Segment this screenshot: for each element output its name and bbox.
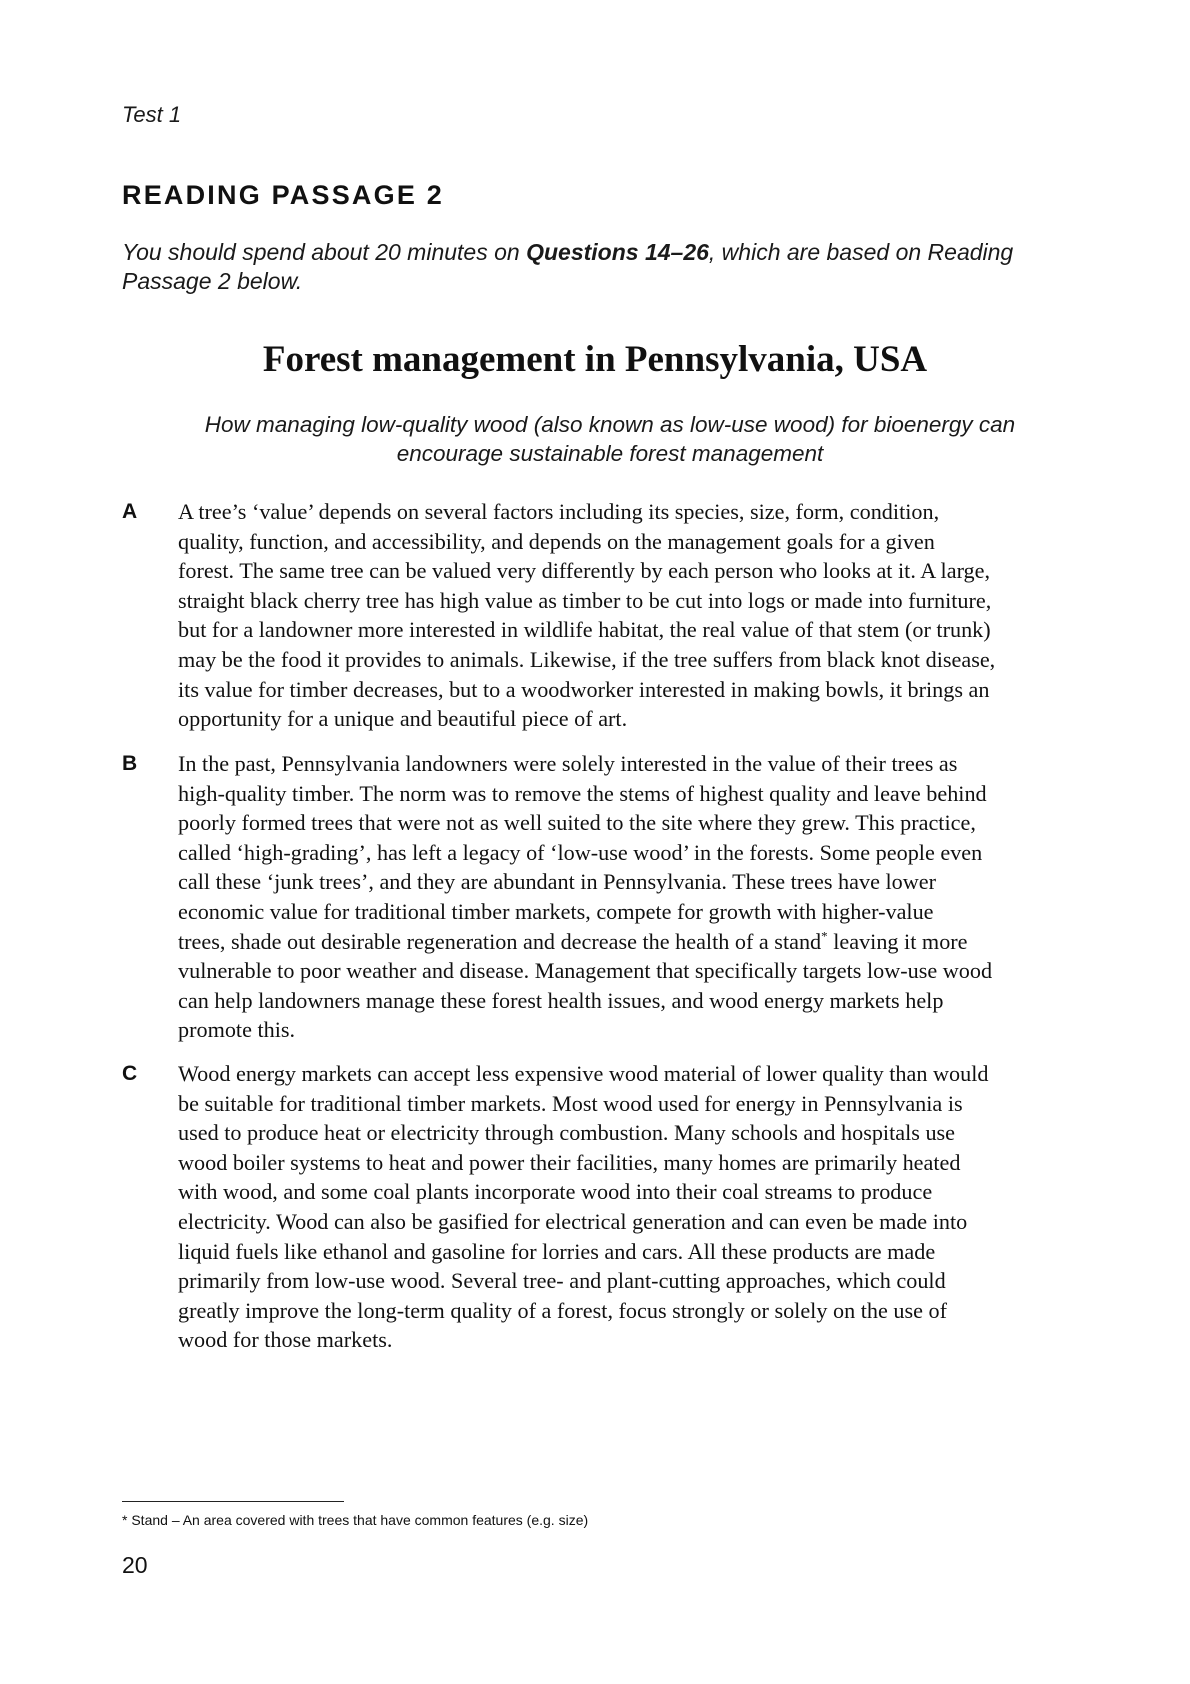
instruction-line2: Passage 2 below.: [122, 268, 303, 294]
article-subtitle: [150, 410, 1070, 468]
paragraph-line: wood for those markets.: [178, 1327, 393, 1353]
footnote: * Stand – An area covered with trees that have common features (e.g. size): [122, 1512, 589, 1528]
paragraph-line: used to produce heat or electricity through combustion. Many schools and hospitals use: [178, 1120, 956, 1146]
paragraph-line: straight black cherry tree has high value as timber to be cut into logs or made into furniture,: [178, 587, 992, 613]
paragraph-line: may be the food it provides to animals. Likewise, if the tree suffers from black knot disease,: [178, 646, 996, 672]
article-title: Forest management in Pennsylvania, USA: [262, 339, 928, 380]
paragraph-line: [178, 927, 1108, 957]
paragraph-line: economic value for traditional timber markets, compete for growth with higher-value: [178, 898, 934, 924]
paragraph-line: electricity. Wood can also be gasified for electrical generation and can even be made into: [178, 1208, 968, 1234]
section-letter: B: [122, 752, 138, 775]
instruction-questions: Questions 14–26: [526, 239, 709, 265]
instruction-text: [122, 238, 1102, 296]
section-paragraph: [178, 749, 1108, 1045]
section-paragraph: [178, 497, 1108, 734]
paragraph-line: In the past, Pennsylvania landowners were solely interested in the value of their trees as: [178, 751, 958, 776]
instruction-before: You should spend about 20 minutes on: [122, 239, 527, 265]
paragraph-line: its value for timber decreases, but to a woodworker interested in making bowls, it brings an: [178, 676, 990, 702]
paragraph-line: call these ‘junk trees’, and they are abundant in Pennsylvania. These trees have lower: [178, 869, 937, 895]
paragraph-line: greatly improve the long-term quality of a forest, focus strongly or solely on the use of: [178, 1297, 947, 1323]
paragraph-line: A tree’s ‘value’ depends on several factors including its species, size, form, condition,: [178, 499, 940, 524]
paragraph-line: be suitable for traditional timber markets. Most wood used for energy in Pennsylvania is: [178, 1090, 963, 1116]
paragraph-line: opportunity for a unique and beautiful piece of art.: [178, 706, 628, 732]
paragraph-line: quality, function, and accessibility, and depends on the management goals for a given: [178, 528, 935, 554]
paragraph-line: forest. The same tree can be valued very differently by each person who looks at it. A large,: [178, 558, 991, 584]
paragraph-line: poorly formed trees that were not as well suited to the site where they grew. This practice,: [178, 810, 976, 836]
line-text: trees, shade out desirable regeneration and decrease the health of a stand: [178, 928, 822, 954]
subtitle-line2: encourage sustainable forest management: [396, 441, 824, 466]
paragraph-line: high-quality timber. The norm was to remove the stems of highest quality and leave behind: [178, 780, 987, 806]
paragraph-line: wood boiler systems to heat and power their facilities, many homes are primarily heated: [178, 1149, 961, 1175]
line-text: leaving it more: [827, 928, 968, 954]
paragraph-line: promote this.: [178, 1017, 296, 1043]
footnote-marker: *: [821, 928, 828, 944]
paragraph-line: liquid fuels like ethanol and gasoline for lorries and cars. All these products are made: [178, 1238, 936, 1264]
subtitle-line1: How managing low-quality wood (also known as low-use wood) for bioenergy can: [204, 412, 1016, 437]
section-letter: A: [122, 500, 138, 523]
paragraph-line: Wood energy markets can accept less expensive wood material of lower quality than would: [178, 1061, 989, 1086]
paragraph-line: but for a landowner more interested in wildlife habitat, the real value of that stem (or trunk): [178, 617, 991, 643]
section-paragraph: [178, 1059, 1108, 1355]
paragraph-line: vulnerable to poor weather and disease. Management that specifically targets low-use wood: [178, 958, 993, 984]
paragraph-line: with wood, and some coal plants incorporate wood into their coal streams to produce: [178, 1179, 933, 1205]
paragraph-line: called ‘high-grading’, has left a legacy of ‘low-use wood’ in the forests. Some people even: [178, 839, 983, 865]
paragraph-line: can help landowners manage these forest health issues, and wood energy markets help: [178, 987, 944, 1013]
section-letter: C: [122, 1062, 138, 1085]
page-number: 20: [122, 1552, 148, 1578]
test-label: Test 1: [122, 102, 182, 127]
passage-heading: READING PASSAGE 2: [122, 180, 444, 210]
footnote-divider: [122, 1501, 344, 1502]
instruction-after: , which are based on Reading: [708, 239, 1014, 265]
paragraph-line: primarily from low-use wood. Several tree- and plant-cutting approaches, which could: [178, 1268, 946, 1294]
